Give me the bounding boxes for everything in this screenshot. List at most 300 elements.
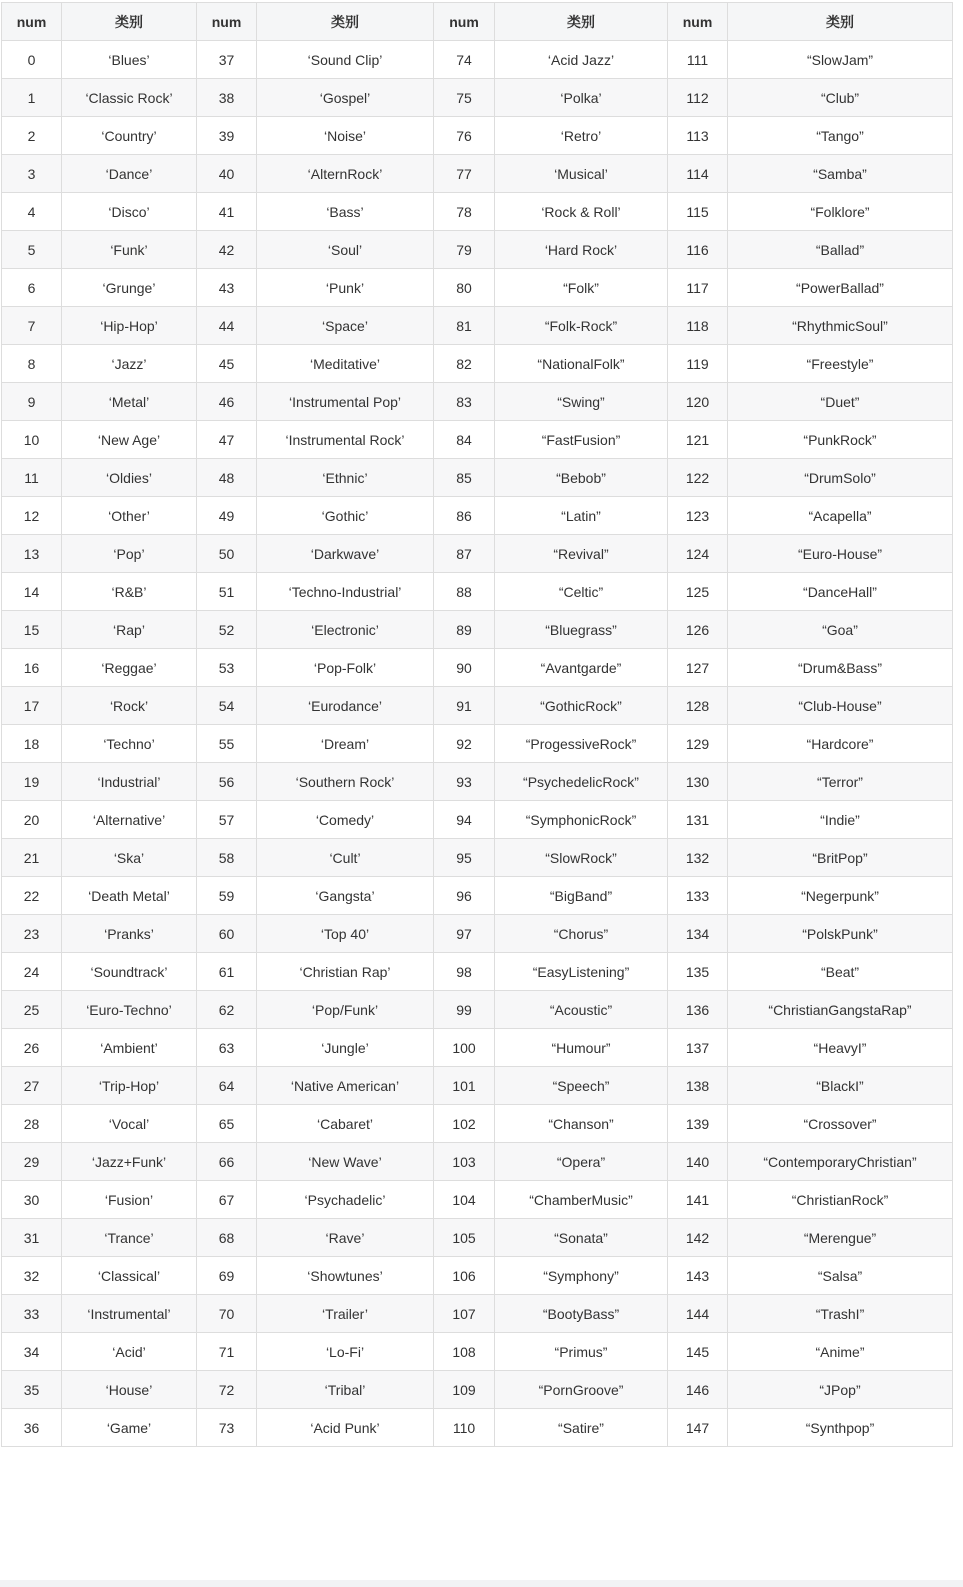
num-cell: 118 xyxy=(668,307,728,345)
category-cell: ‘Christian Rap’ xyxy=(257,953,434,991)
category-cell: ‘Instrumental’ xyxy=(62,1295,197,1333)
num-cell: 96 xyxy=(434,877,495,915)
category-cell: ‘Eurodance’ xyxy=(257,687,434,725)
num-cell: 144 xyxy=(668,1295,728,1333)
table-row xyxy=(2,79,953,117)
category-cell: “Speech” xyxy=(495,1067,668,1105)
num-cell: 105 xyxy=(434,1219,495,1257)
num-cell: 87 xyxy=(434,535,495,573)
category-cell: ‘Ambient’ xyxy=(62,1029,197,1067)
num-cell: 84 xyxy=(434,421,495,459)
num-cell: 24 xyxy=(2,953,62,991)
category-cell: “Club-House” xyxy=(728,687,953,725)
num-cell: 110 xyxy=(434,1409,495,1447)
num-cell: 6 xyxy=(2,269,62,307)
category-cell: “BritPop” xyxy=(728,839,953,877)
category-cell: “Synthpop” xyxy=(728,1409,953,1447)
table-row xyxy=(2,1143,953,1181)
num-cell: 30 xyxy=(2,1181,62,1219)
num-cell: 91 xyxy=(434,687,495,725)
num-cell: 35 xyxy=(2,1371,62,1409)
num-cell: 80 xyxy=(434,269,495,307)
category-cell: “PunkRock” xyxy=(728,421,953,459)
table-row xyxy=(2,1333,953,1371)
category-cell: “Folklore” xyxy=(728,193,953,231)
category-cell: ‘Jazz’ xyxy=(62,345,197,383)
num-cell: 107 xyxy=(434,1295,495,1333)
category-cell: “GothicRock” xyxy=(495,687,668,725)
category-cell: ‘Metal’ xyxy=(62,383,197,421)
num-cell: 104 xyxy=(434,1181,495,1219)
category-cell: “HeavyI” xyxy=(728,1029,953,1067)
num-cell: 60 xyxy=(197,915,257,953)
table-row xyxy=(2,41,953,79)
table-row xyxy=(2,421,953,459)
category-cell: “Chorus” xyxy=(495,915,668,953)
num-cell: 131 xyxy=(668,801,728,839)
category-cell: “Drum&Bass” xyxy=(728,649,953,687)
genre-table xyxy=(1,2,953,1447)
num-cell: 121 xyxy=(668,421,728,459)
category-cell: “Folk” xyxy=(495,269,668,307)
category-cell: ‘Psychadelic’ xyxy=(257,1181,434,1219)
category-cell: “PolskPunk” xyxy=(728,915,953,953)
category-cell: “SlowRock” xyxy=(495,839,668,877)
num-cell: 66 xyxy=(197,1143,257,1181)
num-cell: 57 xyxy=(197,801,257,839)
num-cell: 137 xyxy=(668,1029,728,1067)
num-cell: 85 xyxy=(434,459,495,497)
num-cell: 18 xyxy=(2,725,62,763)
num-cell: 133 xyxy=(668,877,728,915)
category-cell: ‘House’ xyxy=(62,1371,197,1409)
header-num-4: num xyxy=(668,3,728,41)
category-cell: ‘Pop’ xyxy=(62,535,197,573)
table-row xyxy=(2,497,953,535)
category-cell: ‘Top 40’ xyxy=(257,915,434,953)
category-cell: “Duet” xyxy=(728,383,953,421)
num-cell: 17 xyxy=(2,687,62,725)
category-cell: ‘Hip-Hop’ xyxy=(62,307,197,345)
num-cell: 40 xyxy=(197,155,257,193)
category-cell: ‘Gospel’ xyxy=(257,79,434,117)
category-cell: ‘Alternative’ xyxy=(62,801,197,839)
num-cell: 49 xyxy=(197,497,257,535)
table-row xyxy=(2,991,953,1029)
num-cell: 79 xyxy=(434,231,495,269)
category-cell: ‘Industrial’ xyxy=(62,763,197,801)
category-cell: ‘Cult’ xyxy=(257,839,434,877)
category-cell: ‘Trip-Hop’ xyxy=(62,1067,197,1105)
num-cell: 136 xyxy=(668,991,728,1029)
num-cell: 142 xyxy=(668,1219,728,1257)
category-cell: ‘Native American’ xyxy=(257,1067,434,1105)
num-cell: 134 xyxy=(668,915,728,953)
num-cell: 62 xyxy=(197,991,257,1029)
num-cell: 43 xyxy=(197,269,257,307)
category-cell: ‘Retro’ xyxy=(495,117,668,155)
category-cell: “SlowJam” xyxy=(728,41,953,79)
category-cell: “Freestyle” xyxy=(728,345,953,383)
num-cell: 112 xyxy=(668,79,728,117)
table-row xyxy=(2,1257,953,1295)
num-cell: 59 xyxy=(197,877,257,915)
num-cell: 69 xyxy=(197,1257,257,1295)
table-row xyxy=(2,1067,953,1105)
category-cell: “Crossover” xyxy=(728,1105,953,1143)
header-category-3: 类别 xyxy=(495,3,668,41)
category-cell: ‘Soundtrack’ xyxy=(62,953,197,991)
category-cell: ‘Techno’ xyxy=(62,725,197,763)
num-cell: 53 xyxy=(197,649,257,687)
category-cell: ‘Jazz+Funk’ xyxy=(62,1143,197,1181)
header-category-4: 类别 xyxy=(728,3,953,41)
category-cell: “ProgessiveRock” xyxy=(495,725,668,763)
table-row xyxy=(2,687,953,725)
category-cell: ‘Instrumental Pop’ xyxy=(257,383,434,421)
category-cell: ‘Dance’ xyxy=(62,155,197,193)
table-row xyxy=(2,535,953,573)
num-cell: 61 xyxy=(197,953,257,991)
category-cell: ‘Country’ xyxy=(62,117,197,155)
category-cell: “Swing” xyxy=(495,383,668,421)
category-cell: ‘Instrumental Rock’ xyxy=(257,421,434,459)
table-body xyxy=(2,41,953,1447)
table-row xyxy=(2,1409,953,1447)
num-cell: 56 xyxy=(197,763,257,801)
num-cell: 10 xyxy=(2,421,62,459)
num-cell: 140 xyxy=(668,1143,728,1181)
category-cell: ‘Showtunes’ xyxy=(257,1257,434,1295)
num-cell: 143 xyxy=(668,1257,728,1295)
table-row xyxy=(2,383,953,421)
category-cell: ‘Classic Rock’ xyxy=(62,79,197,117)
num-cell: 47 xyxy=(197,421,257,459)
category-cell: “Indie” xyxy=(728,801,953,839)
table-row xyxy=(2,611,953,649)
num-cell: 31 xyxy=(2,1219,62,1257)
table-row xyxy=(2,801,953,839)
table-row xyxy=(2,269,953,307)
num-cell: 75 xyxy=(434,79,495,117)
num-cell: 130 xyxy=(668,763,728,801)
table-row xyxy=(2,345,953,383)
category-cell: ‘Musical’ xyxy=(495,155,668,193)
category-cell: “Acapella” xyxy=(728,497,953,535)
category-cell: “ChristianGangstaRap” xyxy=(728,991,953,1029)
num-cell: 28 xyxy=(2,1105,62,1143)
num-cell: 101 xyxy=(434,1067,495,1105)
category-cell: “EasyListening” xyxy=(495,953,668,991)
category-cell: “Satire” xyxy=(495,1409,668,1447)
bottom-divider xyxy=(0,1580,963,1587)
num-cell: 103 xyxy=(434,1143,495,1181)
category-cell: ‘R&B’ xyxy=(62,573,197,611)
num-cell: 12 xyxy=(2,497,62,535)
category-cell: ‘Classical’ xyxy=(62,1257,197,1295)
num-cell: 70 xyxy=(197,1295,257,1333)
table-row xyxy=(2,1105,953,1143)
num-cell: 19 xyxy=(2,763,62,801)
category-cell: ‘Soul’ xyxy=(257,231,434,269)
category-cell: ‘Techno-Industrial’ xyxy=(257,573,434,611)
category-cell: ‘Acid Punk’ xyxy=(257,1409,434,1447)
num-cell: 36 xyxy=(2,1409,62,1447)
category-cell: ‘Ethnic’ xyxy=(257,459,434,497)
num-cell: 13 xyxy=(2,535,62,573)
num-cell: 21 xyxy=(2,839,62,877)
category-cell: ‘Grunge’ xyxy=(62,269,197,307)
num-cell: 32 xyxy=(2,1257,62,1295)
num-cell: 44 xyxy=(197,307,257,345)
category-cell: “Symphony” xyxy=(495,1257,668,1295)
num-cell: 94 xyxy=(434,801,495,839)
num-cell: 82 xyxy=(434,345,495,383)
num-cell: 9 xyxy=(2,383,62,421)
num-cell: 54 xyxy=(197,687,257,725)
table-row xyxy=(2,1295,953,1333)
category-cell: “Celtic” xyxy=(495,573,668,611)
category-cell: “Primus” xyxy=(495,1333,668,1371)
category-cell: ‘Pop-Folk’ xyxy=(257,649,434,687)
category-cell: ‘Southern Rock’ xyxy=(257,763,434,801)
category-cell: “Sonata” xyxy=(495,1219,668,1257)
category-cell: ‘AlternRock’ xyxy=(257,155,434,193)
category-cell: “Avantgarde” xyxy=(495,649,668,687)
header-row xyxy=(2,3,953,41)
num-cell: 48 xyxy=(197,459,257,497)
num-cell: 74 xyxy=(434,41,495,79)
category-cell: “PowerBallad” xyxy=(728,269,953,307)
num-cell: 128 xyxy=(668,687,728,725)
num-cell: 97 xyxy=(434,915,495,953)
category-cell: “FastFusion” xyxy=(495,421,668,459)
category-cell: ‘Pop/Funk’ xyxy=(257,991,434,1029)
num-cell: 64 xyxy=(197,1067,257,1105)
num-cell: 132 xyxy=(668,839,728,877)
category-cell: ‘Meditative’ xyxy=(257,345,434,383)
category-cell: ‘Fusion’ xyxy=(62,1181,197,1219)
num-cell: 102 xyxy=(434,1105,495,1143)
num-cell: 98 xyxy=(434,953,495,991)
category-cell: ‘New Age’ xyxy=(62,421,197,459)
category-cell: ‘Punk’ xyxy=(257,269,434,307)
category-cell: ‘Tribal’ xyxy=(257,1371,434,1409)
num-cell: 100 xyxy=(434,1029,495,1067)
table-row xyxy=(2,1029,953,1067)
category-cell: “TrashI” xyxy=(728,1295,953,1333)
num-cell: 71 xyxy=(197,1333,257,1371)
category-cell: ‘Game’ xyxy=(62,1409,197,1447)
category-cell: ‘Rock’ xyxy=(62,687,197,725)
num-cell: 37 xyxy=(197,41,257,79)
category-cell: ‘Jungle’ xyxy=(257,1029,434,1067)
category-cell: ‘Death Metal’ xyxy=(62,877,197,915)
num-cell: 123 xyxy=(668,497,728,535)
num-cell: 95 xyxy=(434,839,495,877)
category-cell: “Humour” xyxy=(495,1029,668,1067)
category-cell: ‘Dream’ xyxy=(257,725,434,763)
category-cell: ‘Pranks’ xyxy=(62,915,197,953)
num-cell: 147 xyxy=(668,1409,728,1447)
category-cell: ‘Funk’ xyxy=(62,231,197,269)
category-cell: ‘Disco’ xyxy=(62,193,197,231)
num-cell: 138 xyxy=(668,1067,728,1105)
num-cell: 115 xyxy=(668,193,728,231)
num-cell: 14 xyxy=(2,573,62,611)
num-cell: 20 xyxy=(2,801,62,839)
num-cell: 23 xyxy=(2,915,62,953)
category-cell: “Salsa” xyxy=(728,1257,953,1295)
num-cell: 92 xyxy=(434,725,495,763)
num-cell: 46 xyxy=(197,383,257,421)
category-cell: ‘Polka’ xyxy=(495,79,668,117)
category-cell: “Ballad” xyxy=(728,231,953,269)
num-cell: 83 xyxy=(434,383,495,421)
num-cell: 135 xyxy=(668,953,728,991)
category-cell: “Revival” xyxy=(495,535,668,573)
category-cell: “Latin” xyxy=(495,497,668,535)
table-row xyxy=(2,307,953,345)
num-cell: 81 xyxy=(434,307,495,345)
category-cell: ‘Electronic’ xyxy=(257,611,434,649)
num-cell: 27 xyxy=(2,1067,62,1105)
category-cell: ‘Rap’ xyxy=(62,611,197,649)
category-cell: “DanceHall” xyxy=(728,573,953,611)
table-row xyxy=(2,953,953,991)
category-cell: ‘Space’ xyxy=(257,307,434,345)
table-row xyxy=(2,763,953,801)
num-cell: 126 xyxy=(668,611,728,649)
category-cell: “Goa” xyxy=(728,611,953,649)
num-cell: 2 xyxy=(2,117,62,155)
num-cell: 42 xyxy=(197,231,257,269)
num-cell: 146 xyxy=(668,1371,728,1409)
num-cell: 34 xyxy=(2,1333,62,1371)
num-cell: 125 xyxy=(668,573,728,611)
category-cell: “ChristianRock” xyxy=(728,1181,953,1219)
header-category-1: 类别 xyxy=(62,3,197,41)
category-cell: ‘Euro-Techno’ xyxy=(62,991,197,1029)
num-cell: 120 xyxy=(668,383,728,421)
category-cell: “Chanson” xyxy=(495,1105,668,1143)
table-row xyxy=(2,725,953,763)
table-row xyxy=(2,459,953,497)
num-cell: 1 xyxy=(2,79,62,117)
category-cell: “BigBand” xyxy=(495,877,668,915)
category-cell: ‘Acid’ xyxy=(62,1333,197,1371)
num-cell: 3 xyxy=(2,155,62,193)
num-cell: 26 xyxy=(2,1029,62,1067)
num-cell: 108 xyxy=(434,1333,495,1371)
num-cell: 73 xyxy=(197,1409,257,1447)
num-cell: 63 xyxy=(197,1029,257,1067)
table-row xyxy=(2,155,953,193)
num-cell: 106 xyxy=(434,1257,495,1295)
num-cell: 65 xyxy=(197,1105,257,1143)
category-cell: “Acoustic” xyxy=(495,991,668,1029)
category-cell: “Opera” xyxy=(495,1143,668,1181)
num-cell: 50 xyxy=(197,535,257,573)
category-cell: ‘Other’ xyxy=(62,497,197,535)
num-cell: 45 xyxy=(197,345,257,383)
table-row xyxy=(2,117,953,155)
category-cell: “Folk-Rock” xyxy=(495,307,668,345)
category-cell: ‘Trailer’ xyxy=(257,1295,434,1333)
category-cell: ‘Darkwave’ xyxy=(257,535,434,573)
num-cell: 93 xyxy=(434,763,495,801)
num-cell: 78 xyxy=(434,193,495,231)
table-row xyxy=(2,231,953,269)
num-cell: 25 xyxy=(2,991,62,1029)
category-cell: ‘Rock & Roll’ xyxy=(495,193,668,231)
category-cell: ‘Oldies’ xyxy=(62,459,197,497)
table-row xyxy=(2,877,953,915)
num-cell: 90 xyxy=(434,649,495,687)
num-cell: 113 xyxy=(668,117,728,155)
category-cell: ‘Rave’ xyxy=(257,1219,434,1257)
num-cell: 109 xyxy=(434,1371,495,1409)
category-cell: “Euro-House” xyxy=(728,535,953,573)
category-cell: “PornGroove” xyxy=(495,1371,668,1409)
category-cell: ‘Acid Jazz’ xyxy=(495,41,668,79)
category-cell: “Bluegrass” xyxy=(495,611,668,649)
num-cell: 77 xyxy=(434,155,495,193)
num-cell: 117 xyxy=(668,269,728,307)
category-cell: “Anime” xyxy=(728,1333,953,1371)
category-cell: “BootyBass” xyxy=(495,1295,668,1333)
category-cell: “Tango” xyxy=(728,117,953,155)
category-cell: “RhythmicSoul” xyxy=(728,307,953,345)
table-row xyxy=(2,649,953,687)
num-cell: 141 xyxy=(668,1181,728,1219)
num-cell: 33 xyxy=(2,1295,62,1333)
category-cell: “NationalFolk” xyxy=(495,345,668,383)
num-cell: 116 xyxy=(668,231,728,269)
category-cell: ‘Noise’ xyxy=(257,117,434,155)
num-cell: 22 xyxy=(2,877,62,915)
num-cell: 5 xyxy=(2,231,62,269)
category-cell: “Merengue” xyxy=(728,1219,953,1257)
category-cell: “PsychedelicRock” xyxy=(495,763,668,801)
num-cell: 139 xyxy=(668,1105,728,1143)
num-cell: 67 xyxy=(197,1181,257,1219)
num-cell: 99 xyxy=(434,991,495,1029)
category-cell: “Terror” xyxy=(728,763,953,801)
table-row xyxy=(2,915,953,953)
num-cell: 0 xyxy=(2,41,62,79)
num-cell: 51 xyxy=(197,573,257,611)
num-cell: 111 xyxy=(668,41,728,79)
category-cell: “Club” xyxy=(728,79,953,117)
num-cell: 8 xyxy=(2,345,62,383)
category-cell: “ContemporaryChristian” xyxy=(728,1143,953,1181)
num-cell: 68 xyxy=(197,1219,257,1257)
num-cell: 88 xyxy=(434,573,495,611)
header-num-3: num xyxy=(434,3,495,41)
category-cell: “Beat” xyxy=(728,953,953,991)
category-cell: “Hardcore” xyxy=(728,725,953,763)
num-cell: 52 xyxy=(197,611,257,649)
category-cell: ‘Cabaret’ xyxy=(257,1105,434,1143)
num-cell: 11 xyxy=(2,459,62,497)
num-cell: 15 xyxy=(2,611,62,649)
category-cell: ‘Bass’ xyxy=(257,193,434,231)
category-cell: ‘Reggae’ xyxy=(62,649,197,687)
category-cell: ‘Comedy’ xyxy=(257,801,434,839)
category-cell: “Bebob” xyxy=(495,459,668,497)
category-cell: ‘Sound Clip’ xyxy=(257,41,434,79)
